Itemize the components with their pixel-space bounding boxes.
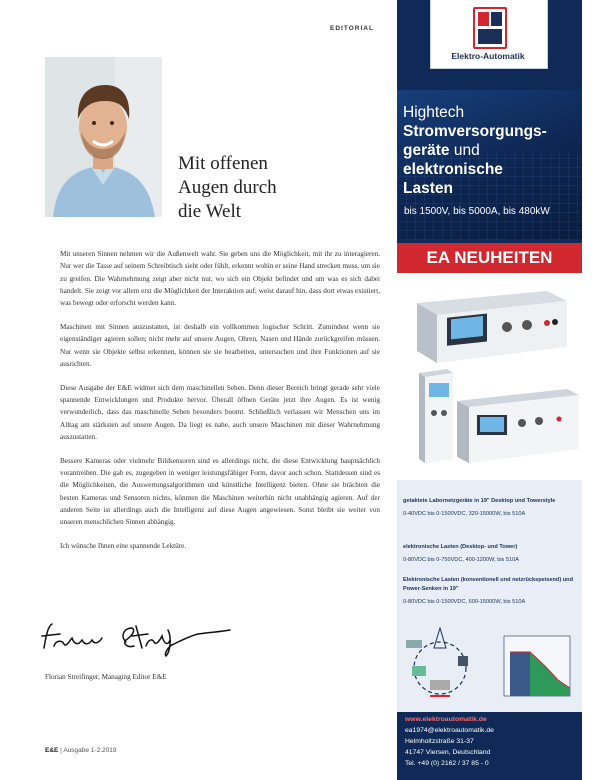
feature-detail: 0-80VDC bis 0-750VDC, 400-1200W, bis 510A — [403, 557, 519, 563]
ad-diagram — [400, 622, 578, 708]
section-label: EDITORIAL — [330, 25, 374, 32]
contact-website[interactable]: www.elektroautomatik.de — [405, 716, 487, 723]
footer-brand: E&E — [45, 747, 59, 754]
feature-title: elektronische Lasten (Desktop- und Tower) — [403, 544, 518, 550]
ad-banner: EA NEUHEITEN — [397, 243, 582, 273]
headline-line-1: Mit offenen — [178, 153, 268, 174]
headline-line-2: Augen durch — [178, 177, 277, 198]
tower-device-icon — [419, 369, 453, 463]
power-curve-chart-icon — [504, 636, 570, 696]
body-paragraph-1: Mit unseren Sinnen nehmen wir die Außenwelt wahr. Sie geben uns die Möglichkeit, mit ihr zu interagieren. Nur wer die Tasse auf seinem Schreibtisch sieht oder fühlt, erkennt wohin er seine Hand strecken muss, um sie zu greifen. Die Wahrnehmung zeigt aber nicht nur, wo sich ein Objekt befindet und um was es sich dabei handelt. Sie zeigt vor allem erst die Möglichkeit der Interaktion auf; weist darauf hin, dass dort etwas existiert, was bewegt oder erforscht werden kann. — [60, 250, 380, 308]
ad-logo-name: Elektro-Automatik — [451, 51, 525, 61]
energy-cycle-diagram-icon — [406, 628, 468, 696]
body-paragraph-3: Diese Ausgabe der E&E widmet sich dem maschinellen Sehen. Denn dieser Bereich bringt gerade sehr viele spannende Entwicklungen und Produkte hervor. Überall öffnen Geräte jetzt ihre Augen. Es ist wenig verwunderlich, dass das maschinelle Sehen besonders boomt. Schließlich verlassen wir Menschen uns im Alltag am stärksten auf unsere Augen. Da liegt es nahe, auch unsere Maschinen mit dieser Wahrnehmung auszustatten. — [60, 383, 380, 441]
body-paragraph-2: Maschinen mit Sinnen auszustatten, ist deshalb ein vollkommen logischer Schritt. Zumindest wenn sie eigenständiger agieren sollen; nicht mehr auf unsere Augen, Ohren, Nasen und Hände zurückgreifen müssen. Nur wenn sie Objekte selbst erkennen, können sie sie bearbeiten, untersuchen und ihre Funktionen auf sie ausrichten. — [60, 322, 380, 368]
contact-phone: Tel. +49 (0) 2162 / 37 85 - 0 — [405, 760, 489, 767]
signer-name: Florian Streifinger, Managing Editor E&E — [45, 673, 167, 681]
hero-line-4: elektronische — [403, 161, 503, 178]
feature-item — [403, 576, 575, 607]
hero-line-5: Lasten — [403, 180, 453, 197]
page-footer: E&E | Ausgabe 1-2.2019 — [45, 747, 117, 754]
ad-hero-headline — [403, 103, 579, 198]
body-paragraph-5: Ich wünsche Ihnen eine spannende Lektüre. — [60, 541, 187, 550]
rack-device-icon — [457, 389, 579, 463]
feature-detail: 0-80VDC bis 0-1500VDC, 600-15000W, bis 510A — [403, 599, 526, 605]
hero-line-2: Stromversorgungs- — [403, 123, 547, 140]
body-paragraph-4: Bessere Kameras oder vielmehr Bildsensoren sind es allerdings nicht, die diese Entwicklung hauptsächlich vorantreiben. Die gab es, zugegeben in weniger leistungsfähiger Form, davor auch schon. Stattdessen sind es die Möglichkeiten, die Auswertungsalgorithmen und künstliche Intelligenz bieten. Ohne sie brächten die besten Kameras und Sensoren nichts, könnten die Maschinen weiterhin nicht unabhängig agieren. Auf der anderen Seite ist allerdings auch die Intelligenz auf diese Augen angewiesen. Sonst bleibt sie weiter von unseren menschlichen Sinnen abhängig. — [60, 456, 380, 527]
handwritten-signature — [40, 618, 240, 658]
feature-title: Elektronische Lasten (konventionell und netzrückspeisend) und Power-Senken in 19" — [403, 577, 574, 592]
editorial-body — [60, 248, 380, 564]
contact-email[interactable]: ea1974@elektroautomatik.de — [405, 727, 494, 734]
ad-hero-subline: bis 1500V, bis 5000A, bis 480kW — [404, 206, 550, 217]
power-supply-device-icon — [417, 291, 567, 363]
hero-line-1: Hightech — [403, 104, 465, 121]
contact-street: Helmholtzstraße 31-37 — [405, 738, 474, 745]
feature-title: getaktete Labornetzgeräte in 19" Desktop und Towerstyle — [403, 498, 556, 504]
hero-line-3: geräte — [403, 142, 450, 159]
hero-line-3-suffix: und — [449, 142, 480, 159]
author-portrait — [45, 57, 162, 217]
feature-item — [403, 497, 575, 519]
ad-product-photo — [397, 273, 582, 480]
ea-logo-icon — [473, 7, 507, 49]
feature-detail: 0-40VDC bis 0-1500VDC, 320-15000W, bis 510A — [403, 511, 526, 517]
editorial-headline — [178, 152, 348, 224]
contact-city: 41747 Viersen, Deutschland — [405, 749, 491, 756]
feature-item — [403, 543, 575, 565]
footer-issue: Ausgabe 1-2.2019 — [63, 747, 117, 754]
headline-line-3: die Welt — [178, 201, 242, 222]
